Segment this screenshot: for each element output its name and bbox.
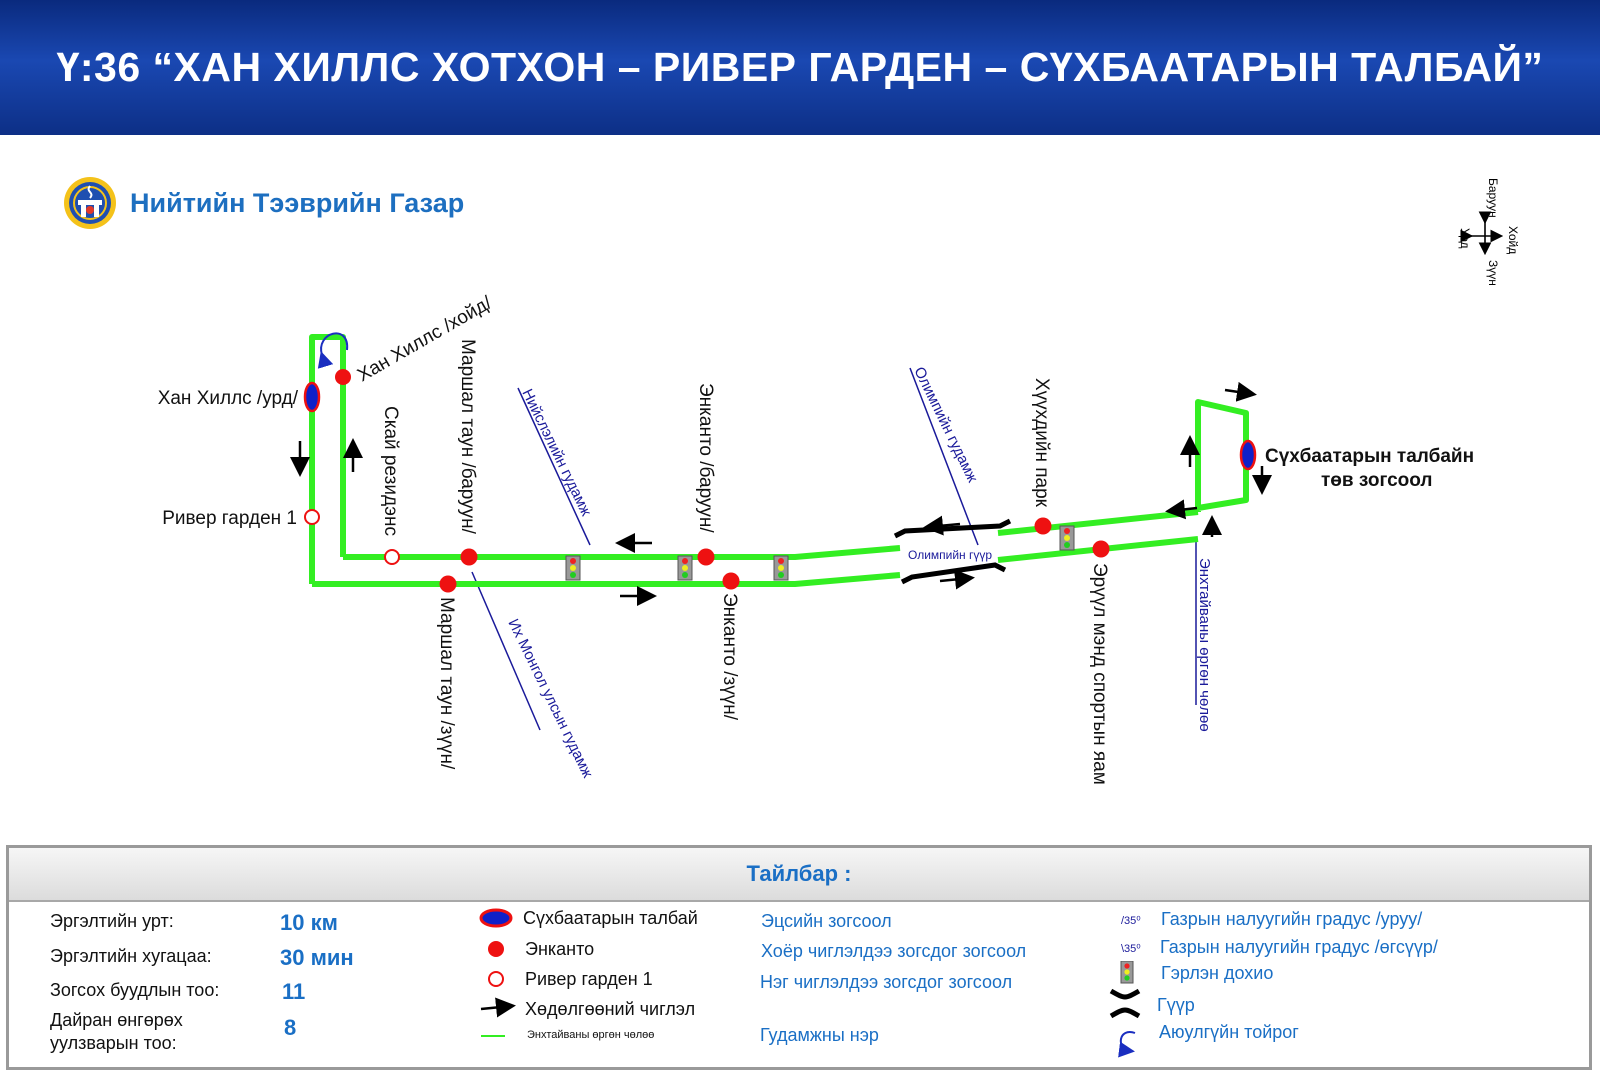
extra-label-bridge: Гүүр [1157, 995, 1195, 1015]
compass-south-label: Урд [1458, 228, 1472, 249]
extra-label-slope-down: Газрын налуугийн градус /уруу/ [1161, 909, 1423, 929]
street-label-olympic: Олимпийн гудамж [910, 364, 982, 486]
legend-title: Тайлбар : [746, 861, 852, 886]
legend-extra-icons [1103, 961, 1153, 1061]
symbol-label-terminal: Сүхбаатарын талбай [523, 908, 698, 928]
meaning-terminal: Эцсийн зогсоол [761, 911, 892, 931]
route-title: Ү:36 “ХАН ХИЛЛС ХОТХОН – РИВЕР ГАРДЕН – СҮХБААТАРЫН ТАЛБАЙ” [56, 44, 1544, 90]
terminal-stop-sukhbaatar [1241, 441, 1255, 469]
symbol-label-route: Энхтайваны өргөн чөлөө [527, 1029, 655, 1041]
traffic-light-icon [1121, 961, 1133, 983]
label-terminal-line2: төв зогсоол [1321, 470, 1433, 491]
organization-name: Нийтийн Тээврийн Газар [130, 188, 465, 218]
label-ministry-health: Эрүүл мэнд спортын яам [1089, 563, 1110, 785]
stat-label-intersections: Дайран өнгөрөх [50, 1010, 183, 1030]
street-label-capital: Нийслэлийн гудамж [518, 386, 595, 519]
symbol-label-one-way: Ривер гарден 1 [525, 969, 653, 989]
stop-marshal-east [440, 576, 457, 593]
compass [1458, 178, 1520, 286]
label-khan-hills-south: Хан Хиллс /урд/ [157, 388, 298, 409]
label-marshal-west: Маршал таун /баруун/ [457, 339, 478, 534]
header-banner [0, 0, 1600, 135]
stat-value-stops: 11 [282, 979, 306, 1004]
label-marshal-east: Маршал таун /зүүн/ [436, 597, 457, 770]
bridge-label: Олимпийн гүүр [908, 548, 993, 562]
terminal-stop-icon [481, 910, 511, 926]
turnaround-icon [1121, 1032, 1135, 1051]
slope-down-icon: /35⁰ [1121, 915, 1141, 927]
label-terminal-line1: Сүхбаатарын талбайн [1265, 446, 1475, 467]
label-encanto-east: Энканто /зүүн/ [719, 593, 740, 721]
route-map [0, 135, 1600, 835]
stop-encanto-west [698, 549, 715, 566]
traffic-light-icon [678, 556, 692, 580]
stop-sky-residence [385, 550, 399, 564]
compass-east-label: Зүүн [1486, 260, 1500, 286]
slope-up-icon: \35⁰ [1121, 943, 1141, 955]
street-label-peace-avenue: Энхтайваны өргөн чөлөө [1196, 558, 1213, 732]
stat-label-stops: Зогсох буудлын тоо: [50, 980, 220, 1000]
meaning-street: Гудамжны нэр [760, 1025, 879, 1045]
traffic-light-icon [1060, 526, 1074, 550]
legend-symbols [479, 908, 519, 1058]
stat-label-length: Эргэлтийн урт: [50, 911, 174, 931]
stat-value-intersections: 8 [284, 1015, 297, 1040]
stop-river-garden [305, 510, 319, 524]
one-way-stop-icon [489, 972, 503, 986]
two-way-stop-icon [488, 941, 504, 957]
compass-west-label: Баруун [1486, 178, 1500, 218]
label-encanto-west: Энканто /баруун/ [695, 383, 716, 533]
traffic-light-icon [774, 556, 788, 580]
symbol-label-direction: Хөдөлгөөний чиглэл [525, 999, 696, 1019]
stop-marshal-west [461, 549, 478, 566]
meaning-two-way: Хоёр чиглэлдээ зогсдог зогсоол [761, 941, 1027, 961]
compass-north-label: Хойд [1506, 226, 1520, 255]
extra-label-slope-up: Газрын налуугийн градус /өгсүүр/ [1160, 937, 1438, 957]
stop-khan-hills-north [335, 369, 351, 385]
direction-arrow-icon [481, 1006, 511, 1009]
label-khan-hills-north: Хан Хиллс /хойд/ [354, 292, 496, 387]
stat-label-duration: Эргэлтийн хугацаа: [50, 946, 212, 966]
stat-value-duration: 30 мин [280, 945, 354, 970]
legend-header [9, 848, 1589, 902]
legend-panel [6, 845, 1592, 1070]
stop-childrens-park [1035, 518, 1052, 535]
label-river-garden: Ривер гарден 1 [162, 508, 297, 529]
stop-ministry-health [1093, 541, 1110, 558]
terminal-stop-khan-hills [305, 383, 319, 411]
label-sky-residence: Скай резидэнс [380, 406, 401, 536]
street-label-great-mongol: Их Монгол улсын гудамж [504, 616, 597, 781]
stop-encanto-east [723, 573, 740, 590]
extra-label-traffic-light: Гэрлэн дохио [1161, 963, 1274, 983]
stat-label-intersections-2: уулзварын тоо: [50, 1033, 177, 1053]
extra-label-turnaround: Аюулгүйн тойрог [1159, 1022, 1299, 1042]
symbol-label-two-way: Энканто [525, 939, 595, 959]
label-childrens-park: Хүүхдийн парк [1031, 378, 1052, 507]
bridge-icon [1111, 991, 1139, 1016]
traffic-light-icon [566, 556, 580, 580]
meaning-one-way: Нэг чиглэлдээ зогсдог зогсоол [760, 972, 1013, 992]
stat-value-length: 10 км [280, 910, 338, 935]
